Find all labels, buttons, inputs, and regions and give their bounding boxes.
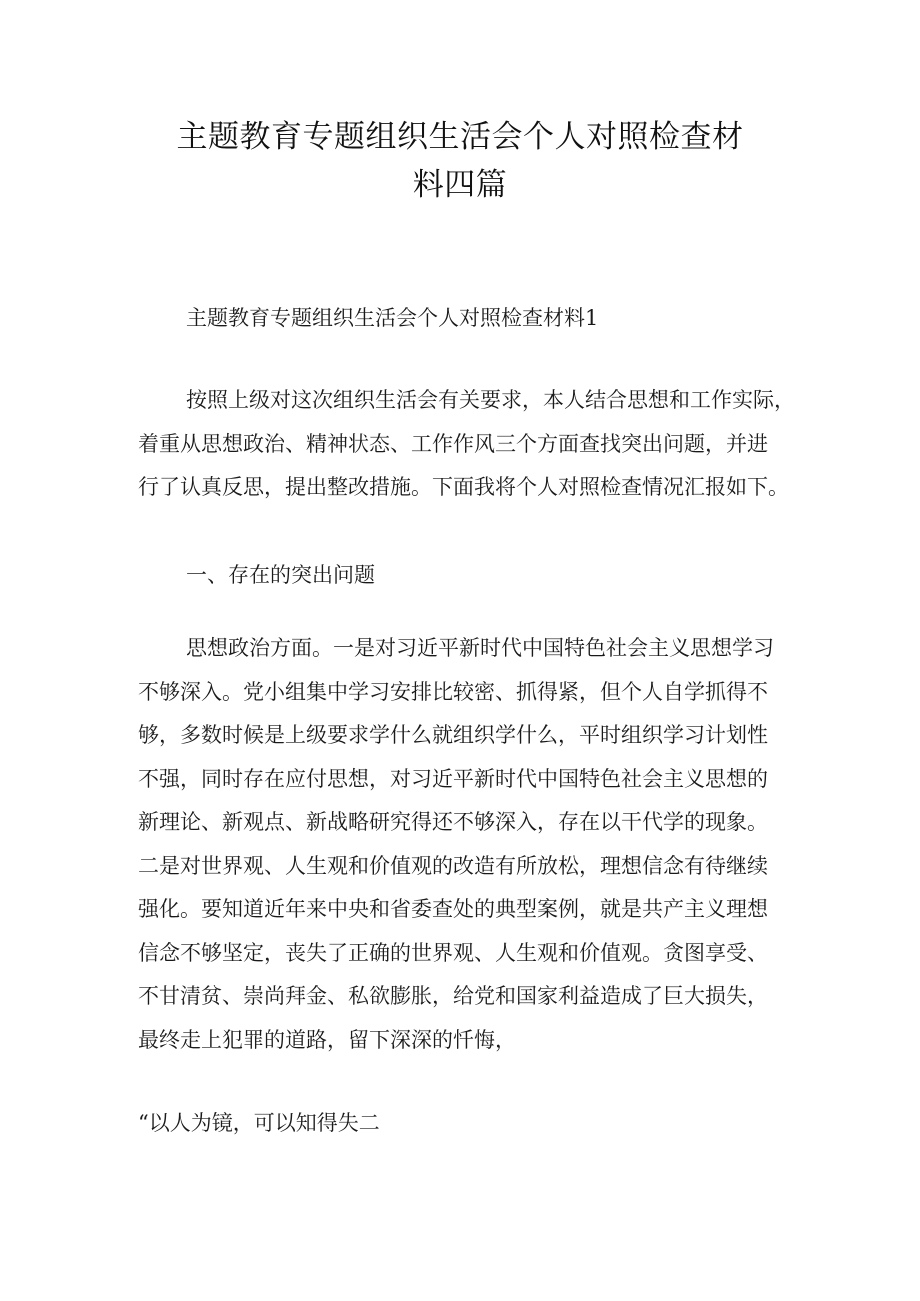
text-line: 不强，同时存在应付思想，对习近平新时代中国特色社会主义思想的 xyxy=(138,766,768,791)
text-line: 思想政治方面。一是对习近平新时代中国特色社会主义思想学习 xyxy=(186,636,774,660)
title-line: 料四篇 xyxy=(412,167,508,203)
text-line: 信念不够坚定，丧失了正确的世界观、人生观和价值观。贪图享受、 xyxy=(138,940,768,965)
text-line: 不够深入。党小组集中学习安排比较密、抓得紧，但个人自学抓得不 xyxy=(138,679,768,704)
title-line: 主题教育专题组织生活会个人对照检查材 xyxy=(176,119,744,155)
text-line: 按照上级对这次组织生活会有关要求，本人结合思想和工作实际， xyxy=(186,388,795,412)
text-line: 着重从思想政治、精神状态、工作作风三个方面查找突出问题，并进 xyxy=(138,431,768,456)
intro-paragraph xyxy=(138,379,795,510)
text-line: 不甘清贫、崇尚拜金、私欲膨胀，给党和国家利益造成了巨大损失， xyxy=(138,984,768,1008)
text-line: 二是对世界观、人生观和价值观的改造有所放松，理想信念有待继续 xyxy=(138,853,768,878)
document-title xyxy=(140,113,780,209)
text-line: 强化。要知道近年来中央和省委查处的典型案例，就是共产主义理想 xyxy=(138,897,768,921)
document-subtitle: 主题教育专题组织生活会个人对照检查材料1 xyxy=(186,306,599,330)
text-line: 最终走上犯罪的道路，留下深深的忏悔， xyxy=(138,1027,516,1052)
quote-paragraph xyxy=(138,1102,788,1146)
text-line: 一、存在的突出问题 xyxy=(186,563,375,587)
text-line: 够，多数时候是上级要求学什么就组织学什么，平时组织学习计划性 xyxy=(138,723,768,747)
text-line: “以人为镜，可以知得失二 xyxy=(138,1111,380,1135)
body-paragraph xyxy=(138,627,788,1062)
section-heading xyxy=(138,554,788,598)
text-line: 新理论、新观点、新战略研究得还不够深入，存在以干代学的现象。 xyxy=(138,810,768,834)
text-line: 行了认真反思，提出整改措施。下面我将个人对照检查情况汇报如下。 xyxy=(138,475,789,499)
